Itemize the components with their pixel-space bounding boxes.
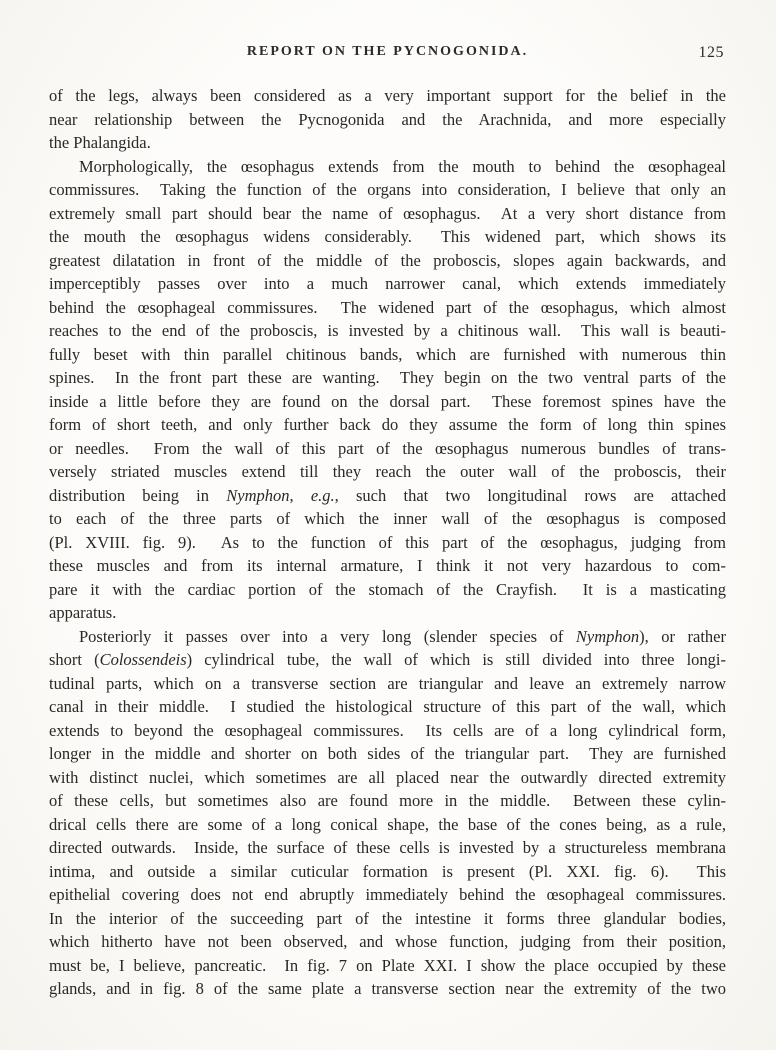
text-run: form of short teeth, and only further back do they assume the form of long thin spines — [49, 415, 726, 434]
text-run: of these cells, but sometimes also are found more in the middle. Between these cylin- — [49, 791, 726, 810]
text-run: apparatus. — [49, 603, 117, 622]
text-run: versely striated muscles extend till they reach the outer wall of the proboscis, their — [49, 462, 726, 481]
text-run: ), or rather — [639, 626, 726, 646]
text-line — [49, 766, 726, 790]
text-run: distribution being in — [49, 485, 227, 505]
text-run: fully beset with thin parallel chitinous bands, which are furnished with numerous thin — [49, 344, 726, 364]
text-line — [49, 554, 726, 578]
text-run: intima, and outside a similar cuticular formation is present (Pl. XXI. fig. 6). This — [49, 861, 726, 881]
italic-text-run: Colossendeis — [99, 650, 187, 669]
text-line — [49, 789, 726, 813]
text-line — [49, 719, 726, 743]
text-line — [49, 601, 726, 625]
text-run: tudinal parts, which on a transverse section are triangular and leave an extremely narrow — [49, 673, 726, 693]
text-run: these muscles and from its internal armature, I think it not very hazardous to com- — [49, 556, 726, 575]
text-run: extremely small part should bear the name of œsophagus. At a very short distance from — [49, 203, 726, 223]
text-line — [49, 272, 726, 296]
text-run: greatest dilatation in front of the middle of the proboscis, slopes again backwards, and — [49, 250, 726, 270]
text-line — [49, 954, 726, 978]
text-line — [49, 108, 726, 132]
text-run: drical cells there are some of a long conical shape, the base of the cones being, as a rule, — [49, 814, 726, 834]
text-run: with distinct nuclei, which sometimes are all placed near the outwardly directed extremity — [49, 767, 726, 787]
text-run: Posteriorly it passes over into a very long (slender species of — [79, 626, 576, 646]
text-run: commissures. Taking the function of the organs into consideration, I believe that only an — [49, 180, 726, 199]
text-line — [49, 319, 726, 343]
text-run: , — [289, 485, 311, 505]
text-line — [49, 343, 726, 367]
page-header — [49, 44, 726, 66]
text-line — [49, 155, 726, 179]
text-line — [49, 296, 726, 320]
text-run: short ( — [49, 650, 100, 669]
text-run: reaches to the end of the proboscis, is invested by a chitinous wall. This wall is beauti- — [49, 321, 726, 340]
page-body — [49, 84, 726, 1001]
text-run: ) cylindrical tube, the wall of which is still divided into three longi- — [186, 650, 726, 669]
text-line — [49, 883, 726, 907]
text-run: spines. In the front part these are wanting. They begin on the two ventral parts of the — [49, 368, 726, 387]
text-run: , such that two longitudinal rows are attached — [334, 485, 726, 505]
text-line — [49, 625, 726, 649]
italic-text-run: Nymphon — [226, 485, 290, 505]
running-title: REPORT ON THE PYCNOGONIDA. — [246, 44, 529, 59]
text-run: or needles. From the wall of this part of the œsophagus numerous bundles of trans- — [49, 438, 726, 458]
text-line — [49, 225, 726, 249]
text-run: pare it with the cardiac portion of the stomach of the Crayfish. It is a masticating — [49, 579, 726, 599]
text-run: to each of the three parts of which the inner wall of the œsophagus is composed — [49, 509, 726, 528]
text-run: epithelial covering does not end abruptly immediately behind the œsophageal commissures. — [49, 885, 726, 904]
text-line — [49, 202, 726, 226]
text-run: Morphologically, the œsophagus extends from the mouth to behind the œsophageal — [79, 156, 726, 176]
text-run: the mouth the œsophagus widens considerably. This widened part, which shows its — [49, 227, 726, 246]
text-line — [49, 836, 726, 860]
text-line — [49, 131, 726, 155]
text-run: (Pl. XVIII. fig. 9). As to the function of this part of the œsophagus, judging from — [49, 532, 726, 552]
text-line — [49, 84, 726, 108]
text-line — [49, 390, 726, 414]
text-run: extends to beyond the œsophageal commissures. Its cells are of a long cylindrical form, — [49, 720, 726, 740]
text-line — [49, 860, 726, 884]
text-line — [49, 437, 726, 461]
text-line — [49, 672, 726, 696]
text-run: must be, I believe, pancreatic. In fig. 7 on Plate XXI. I show the place occupied by these — [49, 955, 726, 975]
text-run: the Phalangida. — [49, 133, 151, 152]
text-line — [49, 178, 726, 202]
italic-text-run: e.g. — [310, 485, 335, 505]
text-run: canal in their middle. I studied the histological structure of this part of the wall, which — [49, 697, 726, 716]
text-line — [49, 413, 726, 437]
text-line — [49, 813, 726, 837]
text-line — [49, 648, 726, 672]
italic-text-run: Nymphon — [575, 626, 640, 646]
text-run: behind the œsophageal commissures. The widened part of the œsophagus, which almost — [49, 297, 726, 317]
text-line — [49, 249, 726, 273]
text-line — [49, 578, 726, 602]
text-run: near relationship between the Pycnogonida and the Arachnida, and more especially — [49, 109, 726, 129]
text-line — [49, 507, 726, 531]
text-line — [49, 460, 726, 484]
text-line — [49, 531, 726, 555]
text-line — [49, 484, 726, 508]
text-line — [49, 930, 726, 954]
text-line — [49, 907, 726, 931]
text-line — [49, 695, 726, 719]
text-line — [49, 366, 726, 390]
text-run: glands, and in fig. 8 of the same plate a transverse section near the extremity of the two — [49, 979, 726, 998]
text-run: directed outwards. Inside, the surface of these cells is invested by a structureless membrana — [49, 838, 726, 857]
text-run: of the legs, always been considered as a very important support for the belief in the — [49, 86, 726, 105]
text-line — [49, 977, 726, 1001]
text-run: imperceptibly passes over into a much narrower canal, which extends immediately — [49, 274, 726, 293]
text-run: In the interior of the succeeding part of the intestine it forms three glandular bodies, — [49, 908, 726, 928]
text-run: which hitherto have not been observed, and whose function, judging from their position, — [49, 932, 726, 951]
text-run: longer in the middle and shorter on both sides of the triangular part. They are furnished — [49, 744, 726, 763]
text-line — [49, 742, 726, 766]
text-run: inside a little before they are found on the dorsal part. These foremost spines have the — [49, 391, 726, 411]
page-number: 125 — [698, 44, 724, 61]
